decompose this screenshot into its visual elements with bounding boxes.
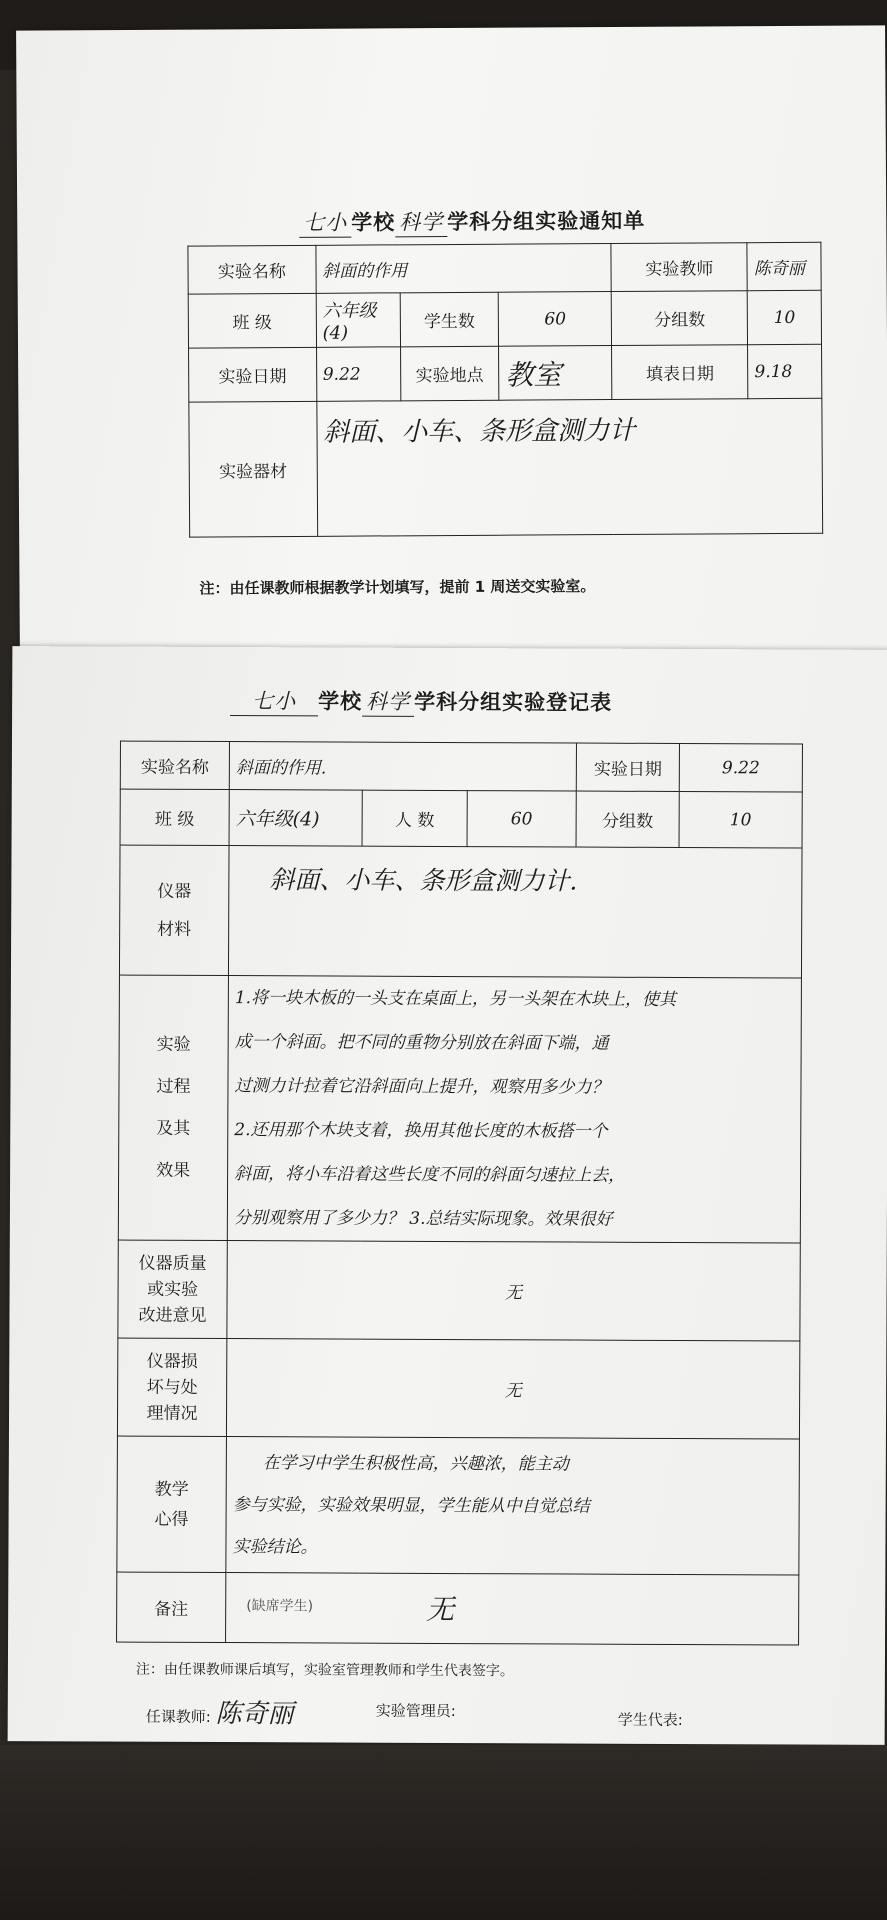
notice-place-label: 实验地点 — [400, 346, 499, 401]
notice-experiment-name-label: 实验名称 — [188, 245, 316, 294]
notice-students: 60 — [498, 292, 611, 347]
record-process-line: 1.将一块木板的一头支在桌面上，另一头架在木块上，使其 — [234, 988, 677, 1010]
record-materials-label — [119, 845, 229, 975]
record-teaching-line: 实验结论。 — [232, 1536, 318, 1557]
record-materials: 斜面、小车、条形盒测力计. — [228, 846, 802, 978]
record-teaching — [226, 1437, 800, 1575]
record-process-label — [118, 975, 228, 1240]
notice-experiment-name: 斜面的作用 — [316, 244, 612, 294]
notice-fill-date-label: 填表日期 — [612, 345, 748, 400]
record-groups-label: 分组数 — [576, 791, 679, 847]
record-process-line: 成一个斜面。把不同的重物分别放在斜面下端，通 — [234, 1032, 609, 1054]
record-remarks-label: 备注 — [117, 1572, 226, 1642]
record-date: 9.22 — [679, 744, 802, 793]
notice-teacher: 陈奇丽 — [747, 242, 821, 290]
record-groups: 10 — [679, 792, 802, 849]
record-experiment-name: 斜面的作用. — [229, 742, 576, 792]
record-damage-label-2: 坏与处 — [146, 1377, 198, 1398]
record-note: 注：由任课教师课后填写，实验室管理教师和学生代表签字。 — [135, 1661, 514, 1680]
notice-title-subject: 科学 — [395, 206, 447, 237]
record-admin-signature: 实验管理员: — [375, 1701, 456, 1721]
record-people: 60 — [467, 791, 576, 847]
record-damage-label-3: 理情况 — [146, 1403, 198, 1424]
record-process-label-3: 及其 — [156, 1118, 191, 1139]
record-table — [116, 741, 803, 1646]
notice-equipment-label: 实验器材 — [189, 401, 317, 537]
record-title-school-label: 学校 — [318, 689, 363, 714]
record-teaching-label-1: 教学 — [154, 1479, 189, 1500]
record-quality-label-3: 改进意见 — [138, 1305, 207, 1326]
record-title-subject: 科学 — [362, 686, 414, 717]
record-teaching-label-2: 心得 — [154, 1509, 189, 1530]
notice-equipment: 斜面、小车、条形盒测力计 — [316, 398, 822, 536]
notice-class-value: 六年级(4) — [316, 293, 400, 348]
record-title-school: 七小 — [230, 685, 318, 716]
record-quality-label-2: 或实验 — [147, 1279, 199, 1300]
background-bottom — [0, 1745, 887, 1920]
record-title-rest: 学科分组实验登记表 — [414, 689, 613, 715]
notice-groups-label: 分组数 — [612, 291, 748, 346]
record-class-value: 六年级(4) — [229, 790, 362, 847]
record-process-label-4: 效果 — [156, 1160, 191, 1181]
record-teacher-signature — [146, 1693, 294, 1731]
notice-title-school: 七小 — [299, 207, 351, 238]
record-date-label: 实验日期 — [576, 743, 679, 791]
notice-title — [299, 205, 645, 238]
record-people-label: 人 数 — [362, 790, 467, 846]
notice-class-label: 班 级 — [188, 293, 316, 348]
notice-date: 9.22 — [316, 347, 400, 402]
record-damage-label-1: 仪器损 — [146, 1351, 198, 1372]
notice-table — [187, 242, 823, 538]
record-process-line: 斜面，将小车沿着这些长度不同的斜面匀速拉上去， — [234, 1164, 626, 1186]
notice-teacher-label: 实验教师 — [611, 243, 747, 292]
record-materials-label-2: 材料 — [157, 919, 192, 940]
notice-date-label: 实验日期 — [189, 347, 317, 402]
record-teaching-line: 参与实验，实验效果明显，学生能从中自觉总结 — [232, 1494, 590, 1517]
record-remarks-hint: (缺席学生) — [246, 1598, 314, 1615]
record-damage: 无 — [226, 1339, 799, 1439]
notice-groups: 10 — [747, 290, 821, 344]
notice-title-rest: 学科分组实验通知单 — [447, 208, 646, 235]
record-process — [227, 976, 801, 1243]
record-process-line: 分别观察用了多少力？ 3.总结实际现象。效果很好 — [233, 1208, 613, 1230]
notice-fill-date: 9.18 — [748, 344, 822, 398]
record-student-signature: 学生代表: — [617, 1710, 683, 1730]
notice-sheet — [16, 25, 887, 660]
record-quality: 无 — [227, 1241, 800, 1341]
record-quality-label — [118, 1240, 227, 1338]
record-teacher-sig: 陈奇丽 — [215, 1698, 294, 1730]
record-remarks: 无 — [426, 1592, 455, 1627]
notice-place: 教室 — [499, 346, 612, 401]
record-teaching-label — [117, 1436, 227, 1572]
record-materials-label-1: 仪器 — [157, 881, 192, 902]
record-process-label-1: 实验 — [156, 1034, 191, 1055]
record-experiment-name-label: 实验名称 — [120, 741, 229, 789]
record-remarks-cell — [226, 1573, 799, 1645]
record-quality-label-1: 仪器质量 — [138, 1253, 207, 1274]
record-teaching-line: 在学习中学生积极性高，兴趣浓，能主动 — [262, 1452, 569, 1475]
notice-note: 注：由任课教师根据教学计划填写，提前 1 周送交实验室。 — [199, 577, 596, 598]
record-title — [230, 685, 612, 718]
record-process-line: 过测力计拉着它沿斜面向上提升，观察用多少力？ — [234, 1076, 609, 1098]
record-class-label: 班 级 — [120, 789, 229, 845]
record-damage-label — [117, 1338, 226, 1436]
record-sheet — [8, 646, 887, 1745]
record-teacher-sig-label: 任课教师: — [145, 1707, 211, 1726]
record-process-line: 2.还用那个木块支着，换用其他长度的木板搭一个 — [234, 1120, 608, 1142]
notice-title-school-label: 学校 — [351, 210, 396, 235]
notice-students-label: 学生数 — [400, 292, 499, 347]
record-process-label-2: 过程 — [156, 1076, 191, 1097]
